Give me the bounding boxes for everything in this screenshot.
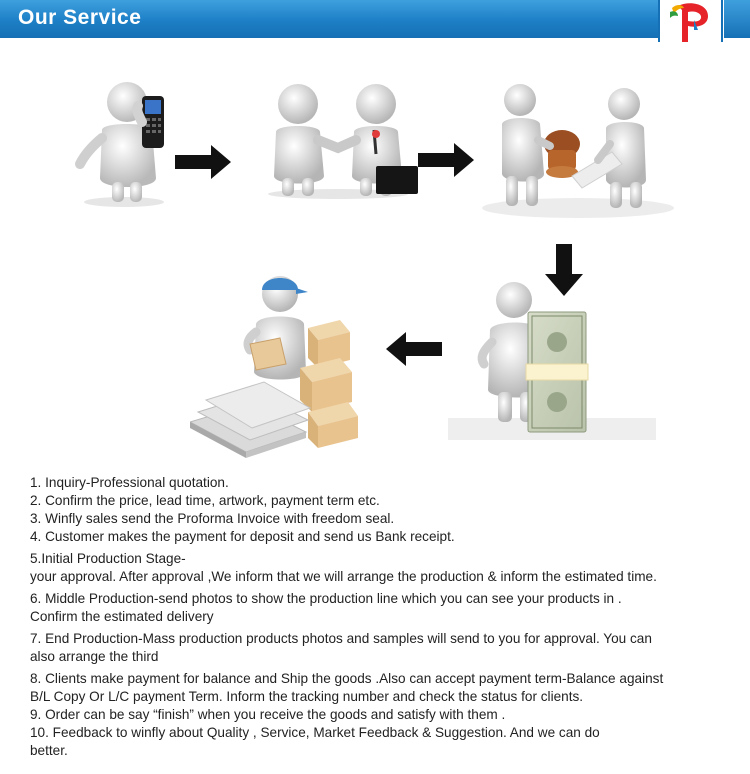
arrow-left-icon (384, 332, 442, 366)
page-title: Our Service (18, 6, 142, 29)
list-item: 8. Clients make payment for balance and Ship the goods .Also can accept payment term-Balance against B/L Copy Or L/C payment Term. Inform the tracking number and check the status for clients. (30, 671, 664, 704)
list-item: 2. Confirm the price, lead time, artwork, payment term etc. (30, 493, 380, 508)
header-bar (0, 0, 658, 38)
list-item: 5.Initial Production Stage- your approval. After approval ,We inform that we will arrange the production & inform the estimated time. (30, 551, 657, 584)
stamp-seal-icon (478, 80, 678, 220)
list-item: 4. Customer makes the payment for deposit and send us Bank receipt. (30, 529, 455, 544)
header-divider (721, 0, 723, 42)
list-item: 1. Inquiry-Professional quotation. (30, 475, 229, 490)
money-payment-icon (448, 280, 656, 440)
arrow-right-icon (175, 145, 233, 179)
list-item: 6. Middle Production-send photos to show the production line which you can see your products in . Confirm the estimated delivery (30, 591, 622, 624)
phone-call-icon (72, 78, 182, 208)
arrow-right-icon (418, 143, 476, 177)
list-item: 7. End Production-Mass production products photos and samples will send to you for approval. You can also arrange the third (30, 631, 652, 664)
list-item: 10. Feedback to winfly about Quality , Service, Market Feedback & Suggestion. And we can do better. (30, 725, 600, 758)
list-item: 9. Order can be say “finish” when you receive the goods and satisfy with them . (30, 707, 506, 722)
list-item: 3. Winfly sales send the Proforma Invoice with freedom seal. (30, 511, 395, 526)
header-bar-end (724, 0, 750, 38)
parrot-p-logo-icon (664, 0, 718, 44)
handshake-icon (258, 80, 418, 200)
service-steps-list (30, 474, 735, 760)
header-divider (658, 0, 660, 42)
shipping-boxes-icon (190, 272, 390, 462)
page-header (0, 0, 750, 42)
